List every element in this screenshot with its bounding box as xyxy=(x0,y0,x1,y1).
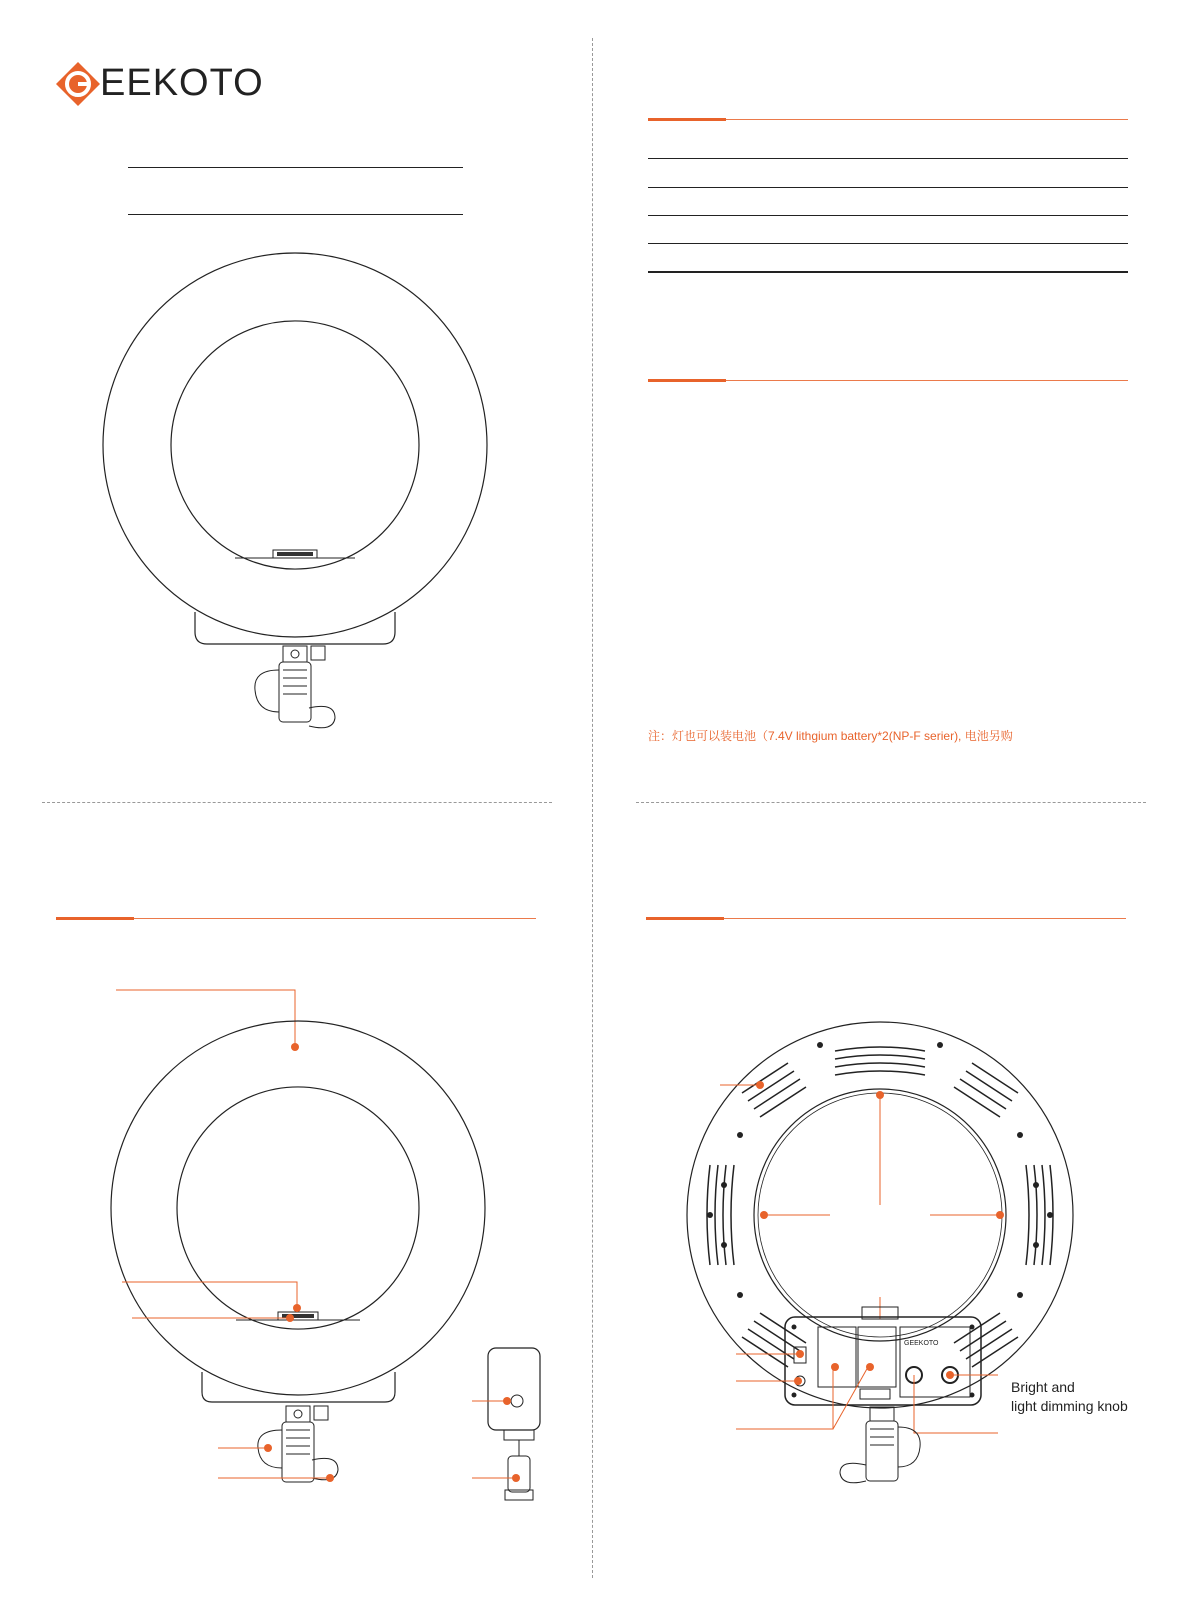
horizontal-divider-left xyxy=(42,802,552,803)
spec-rule xyxy=(648,271,1128,273)
logo-mark-icon xyxy=(54,60,102,108)
knob-callout-line2: light dimming knob xyxy=(1011,1398,1128,1414)
brand-logo xyxy=(54,60,264,108)
section-accent xyxy=(648,379,726,382)
rule xyxy=(128,167,463,168)
section-accent-line xyxy=(726,119,1128,120)
ring-light-back-drawing xyxy=(680,1015,1150,1515)
ring-light-parts-drawing xyxy=(40,960,600,1520)
section-accent-line xyxy=(134,918,536,919)
rule xyxy=(128,214,463,215)
horizontal-divider-right xyxy=(636,802,1146,803)
section-accent-line xyxy=(724,918,1126,919)
section-accent-line xyxy=(726,380,1128,381)
battery-note: 注：灯也可以装电池（7.4V lithgium battery*2(NP-F serier), 电池另购 xyxy=(648,729,1013,743)
panel-logo: GEEKOTO xyxy=(904,1340,939,1347)
spec-rule xyxy=(648,158,1128,159)
knob-callout-line1: Bright and xyxy=(1011,1379,1075,1395)
spec-rule xyxy=(648,243,1128,244)
spec-rule xyxy=(648,187,1128,188)
brand-name: EEKOTO xyxy=(100,62,264,104)
section-accent xyxy=(648,118,726,121)
spec-rule xyxy=(648,215,1128,216)
ring-light-front-drawing xyxy=(95,250,495,730)
section-accent xyxy=(646,917,724,920)
knob-callout xyxy=(1011,1378,1171,1416)
section-accent xyxy=(56,917,134,920)
